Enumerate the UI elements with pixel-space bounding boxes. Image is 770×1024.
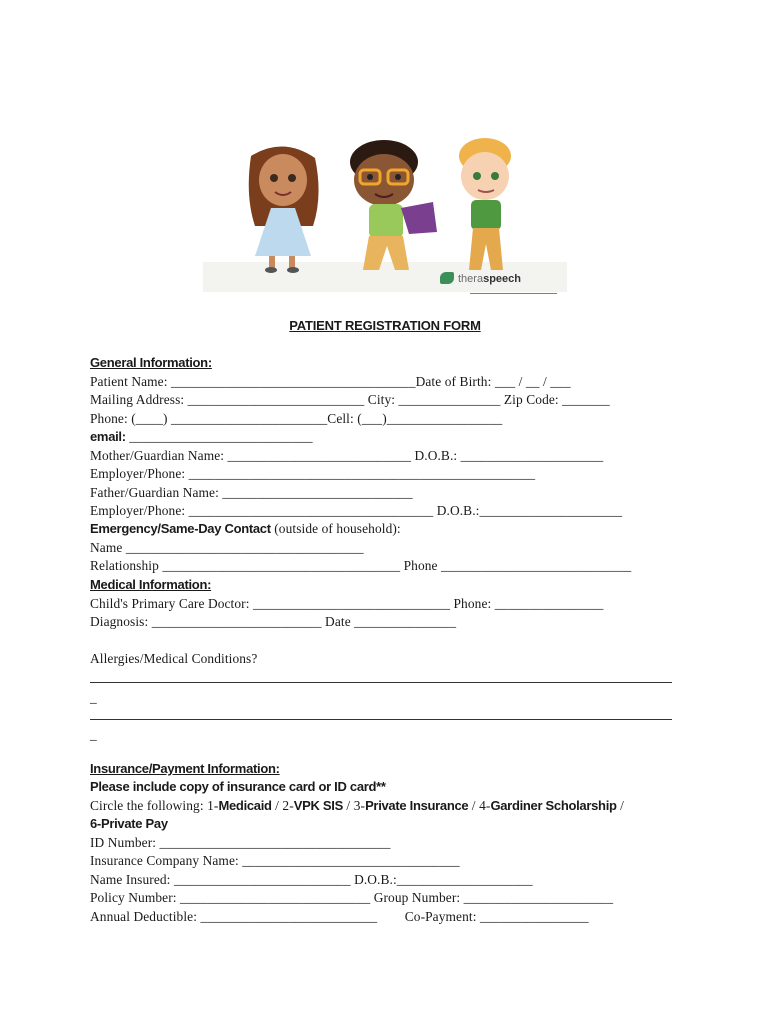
employer-phone-field-2[interactable]: Employer/Phone: ____________________________________ D.O.B.:_____________________ (90, 503, 623, 518)
sep-5: / (616, 798, 624, 813)
boy-glasses-figure (350, 140, 437, 270)
emergency-name-field[interactable]: Name ___________________________________ (90, 540, 364, 555)
emergency-note: (outside of household): (270, 521, 401, 536)
circle-prefix: Circle the following: 1- (90, 798, 219, 813)
option-private-insurance[interactable]: Private Insurance (365, 798, 469, 813)
employer-phone-field-1[interactable]: Employer/Phone: ___________________________________________________ (90, 466, 536, 481)
id-number-field[interactable]: ID Number: __________________________________ (90, 835, 391, 850)
leaf-logo-icon (440, 272, 454, 284)
sep-3: / 3- (342, 798, 366, 813)
email-field[interactable] (90, 429, 313, 445)
sep-2: / 2- (271, 798, 294, 813)
deductible-copay-field[interactable]: Annual Deductible: __________________________ Co-Payment: ________________ (90, 909, 589, 924)
logo-link-underline (470, 293, 557, 294)
allergies-dash-1: _ (90, 690, 97, 705)
policy-group-field[interactable]: Policy Number: ____________________________ Group Number: ______________________ (90, 890, 614, 905)
insurance-company-field[interactable]: Insurance Company Name: ________________________________ (90, 853, 460, 868)
mother-guardian-field[interactable]: Mother/Guardian Name: ___________________________ D.O.B.: _____________________ (90, 448, 604, 463)
primary-doctor-field[interactable]: Child's Primary Care Doctor: _____________________________ Phone: ________________ (90, 596, 604, 611)
email-line[interactable]: ___________________________ (125, 429, 313, 444)
allergies-dash-2: _ (90, 727, 97, 742)
patient-name-dob-field[interactable]: Patient Name: ____________________________________Date of Birth: ___ / __ / ___ (90, 374, 571, 389)
girl-figure (249, 146, 319, 273)
allergies-line-2[interactable] (90, 719, 672, 720)
form-title: PATIENT REGISTRATION FORM (289, 318, 481, 333)
option-medicaid[interactable]: Medicaid (218, 798, 272, 813)
insurance-heading: Insurance/Payment Information: (90, 761, 280, 776)
therapeech-logo: theraspeech (440, 272, 521, 285)
emergency-label: Emergency/Same-Day Contact (90, 521, 271, 536)
allergies-line-1[interactable] (90, 682, 672, 683)
mailing-address-field[interactable]: Mailing Address: __________________________ City: _______________ Zip Code: _______ (90, 392, 610, 407)
name-insured-dob-field[interactable]: Name Insured: __________________________ D.O.B.:____________________ (90, 872, 533, 887)
phone-cell-field[interactable]: Phone: (____) _______________________Cell: (___)_________________ (90, 411, 503, 426)
option-gardiner-scholarship[interactable]: Gardiner Scholarship (490, 798, 617, 813)
payment-options-row (90, 798, 624, 814)
relationship-phone-field[interactable]: Relationship ___________________________________ Phone ____________________________ (90, 558, 632, 573)
medical-info-heading: Medical Information: (90, 577, 212, 592)
diagnosis-date-field[interactable]: Diagnosis: _________________________ Date _______________ (90, 614, 457, 629)
boy-right-figure (459, 138, 511, 270)
father-guardian-field[interactable]: Father/Guardian Name: ____________________________ (90, 485, 413, 500)
insurance-copy-note: Please include copy of insurance card or ID card** (90, 779, 386, 794)
general-info-heading: General Information: (90, 355, 212, 370)
email-label: email: (90, 429, 126, 444)
emergency-contact-heading (90, 521, 401, 537)
sep-4: / 4- (468, 798, 491, 813)
option-private-pay[interactable]: 6-Private Pay (90, 816, 168, 831)
option-vpk-sis[interactable]: VPK SIS (293, 798, 343, 813)
allergies-label: Allergies/Medical Conditions? (90, 651, 258, 666)
